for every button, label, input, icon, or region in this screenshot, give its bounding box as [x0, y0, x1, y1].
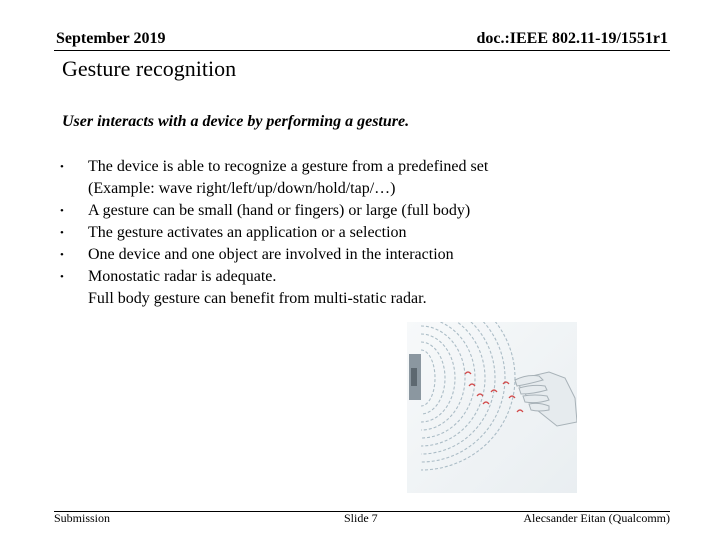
list-item-text: The gesture activates an application or a selection: [88, 224, 407, 241]
list-item: [56, 200, 488, 222]
list-item-continuation: [56, 288, 488, 310]
list-item-text: A gesture can be small (hand or fingers) or large (full body): [88, 202, 471, 219]
gesture-illustration: [407, 322, 577, 493]
list-item: [56, 156, 488, 178]
radar-device-icon: [409, 354, 421, 400]
slide-subtitle: User interacts with a device by performing a gesture.: [62, 113, 410, 130]
list-item-text: The device is able to recognize a gesture from a predefined set: [88, 158, 489, 175]
list-item-text: (Example: wave right/left/up/down/hold/tap/…): [88, 180, 396, 197]
bullet-list: [56, 156, 488, 310]
footer-author: Alecsander Eitan (Qualcomm): [523, 511, 670, 525]
footer-slide-number: Slide 7: [344, 511, 378, 525]
footer-submission: Submission: [54, 511, 111, 525]
list-item: [56, 266, 488, 288]
header-divider: [54, 50, 670, 51]
list-item-continuation: [56, 178, 488, 200]
list-item: [56, 244, 488, 266]
bullet-icon: •: [60, 205, 64, 217]
header-doc-id: doc.:IEEE 802.11-19/1551r1: [476, 30, 668, 47]
bullet-icon: •: [60, 249, 64, 261]
header-date: September 2019: [56, 30, 166, 47]
bullet-icon: •: [60, 161, 64, 173]
list-item-text: One device and one object are involved in the interaction: [88, 246, 454, 263]
list-item: [56, 222, 488, 244]
slide-title: Gesture recognition: [62, 56, 237, 81]
list-item-text: Full body gesture can benefit from multi-static radar.: [88, 290, 427, 307]
list-item-text: Monostatic radar is adequate.: [88, 268, 277, 285]
bullet-icon: •: [60, 271, 64, 283]
gesture-illustration-svg: [407, 322, 577, 493]
bullet-icon: •: [60, 227, 64, 239]
